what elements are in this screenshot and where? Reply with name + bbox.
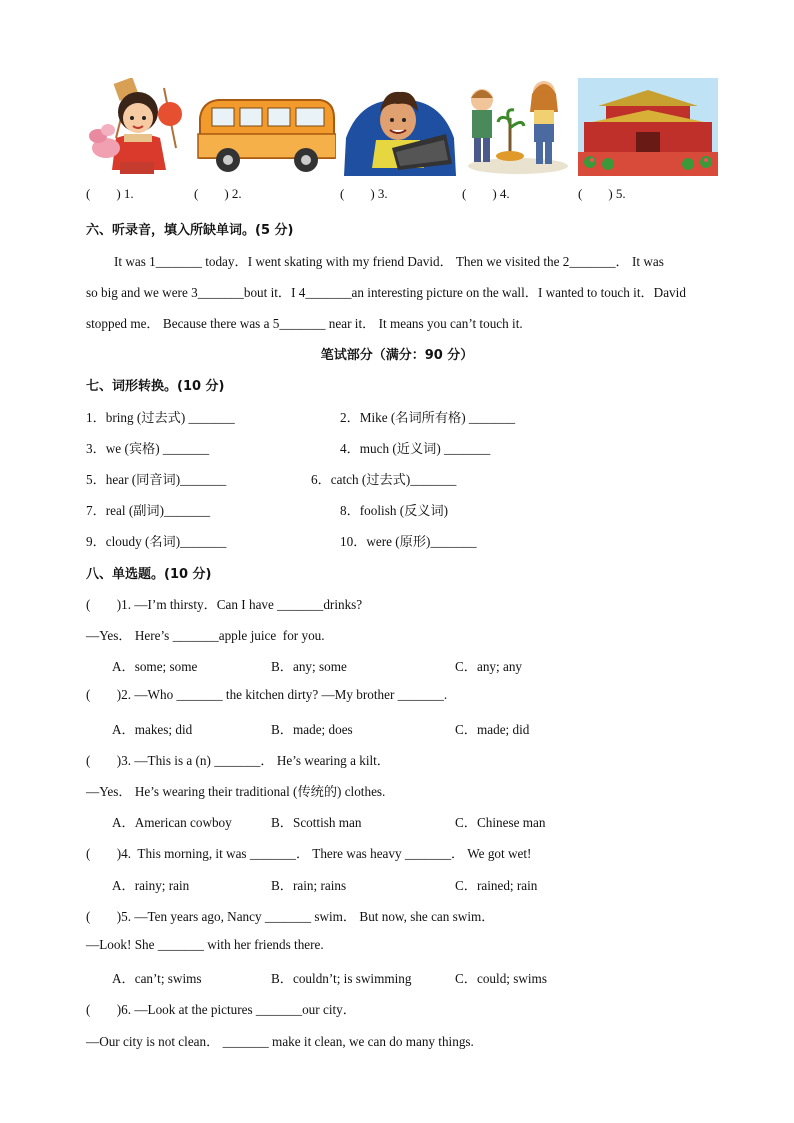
question-1-reply: —Yes． Here’s _______apple juice for you. — [86, 628, 325, 643]
picture-answer-5[interactable]: ( ) 5. — [578, 186, 626, 201]
question-3-option-b[interactable]: B．Scottish man — [271, 815, 362, 830]
question-2-option-c[interactable]: C．made; did — [455, 722, 530, 737]
kids-planting-tree-icon — [466, 78, 570, 176]
child-with-lanterns-icon — [86, 78, 190, 176]
written-part-title: 笔试部分（满分：90 分） — [320, 348, 474, 363]
orange-van-icon — [194, 78, 336, 176]
question-5-option-c[interactable]: C．could; swims — [455, 971, 547, 986]
question-5: ( )5. —Ten years ago, Nancy _______ swim． But now, she can swim． — [86, 909, 495, 924]
passage-line-2: so big and we were 3_______bout it．I 4_______an interesting picture on the wall．I wanted to touch it．David — [86, 285, 686, 300]
picture-answer-3[interactable]: ( ) 3. — [340, 186, 388, 201]
question-4-option-b[interactable]: B．rain; rains — [271, 878, 347, 893]
word-form-item-7: 7．real (副词)_______ — [86, 503, 211, 518]
question-1: ( )1. —I’m thirsty．Can I have _______drinks? — [86, 597, 363, 612]
section-6-title: 六、听录音，填入所缺单词。(5 分) — [86, 223, 294, 238]
question-3-option-a[interactable]: A．American cowboy — [112, 815, 232, 830]
question-2-option-a[interactable]: A．makes; did — [112, 722, 193, 737]
man-typing-laptop-icon — [340, 78, 460, 176]
picture-answer-2[interactable]: ( ) 2. — [194, 186, 242, 201]
question-3: ( )3. —This is a (n) _______． He’s wearing a kilt． — [86, 753, 390, 768]
word-form-item-6: 6．catch (过去式)_______ — [311, 472, 457, 487]
question-5-reply: —Look! She _______ with her friends there. — [86, 937, 324, 952]
word-form-item-2: 2．Mike (名词所有格) _______ — [340, 410, 516, 425]
question-1-option-a[interactable]: A．some; some — [112, 659, 198, 674]
word-form-item-9: 9．cloudy (名词)_______ — [86, 534, 227, 549]
word-form-item-5: 5．hear (同音词)_______ — [86, 472, 227, 487]
section-7-title: 七、词形转换。(10 分) — [86, 379, 225, 394]
tiananmen-gate-icon — [578, 78, 718, 176]
question-2: ( )2. —Who _______ the kitchen dirty? —My brother _______. — [86, 687, 448, 702]
word-form-item-4: 4．much (近义词) _______ — [340, 441, 491, 456]
passage-line-1: It was 1_______ today．I went skating with my friend David． Then we visited the 2_______． It was — [114, 254, 664, 269]
word-form-item-1: 1．bring (过去式) _______ — [86, 410, 235, 425]
question-4-option-a[interactable]: A．rainy; rain — [112, 878, 190, 893]
section-8-title: 八、单选题。(10 分) — [86, 567, 212, 582]
question-6-reply: —Our city is not clean． _______ make it clean, we can do many things. — [86, 1034, 474, 1049]
question-5-option-b[interactable]: B．couldn’t; is swimming — [271, 971, 412, 986]
passage-line-3: stopped me． Because there was a 5_______ near it． It means you can’t touch it. — [86, 316, 523, 331]
question-1-option-b[interactable]: B．any; some — [271, 659, 347, 674]
question-3-reply: —Yes． He’s wearing their traditional (传统的) clothes. — [86, 784, 386, 799]
word-form-item-10: 10．were (原形)_______ — [340, 534, 477, 549]
question-5-option-a[interactable]: A．can’t; swims — [112, 971, 202, 986]
picture-answer-4[interactable]: ( ) 4. — [462, 186, 510, 201]
question-2-option-b[interactable]: B．made; does — [271, 722, 353, 737]
picture-answer-1[interactable]: ( ) 1. — [86, 186, 134, 201]
word-form-item-8: 8．foolish (反义词) — [340, 503, 449, 518]
picture-strip — [86, 78, 718, 178]
question-4-option-c[interactable]: C．rained; rain — [455, 878, 538, 893]
question-6: ( )6. —Look at the pictures _______our city． — [86, 1002, 356, 1017]
question-3-option-c[interactable]: C．Chinese man — [455, 815, 546, 830]
question-1-option-c[interactable]: C．any; any — [455, 659, 523, 674]
word-form-item-3: 3．we (宾格) _______ — [86, 441, 210, 456]
question-4: ( )4. This morning, it was _______． There was heavy _______． We got wet! — [86, 846, 532, 861]
picture-answer-row — [86, 186, 726, 208]
